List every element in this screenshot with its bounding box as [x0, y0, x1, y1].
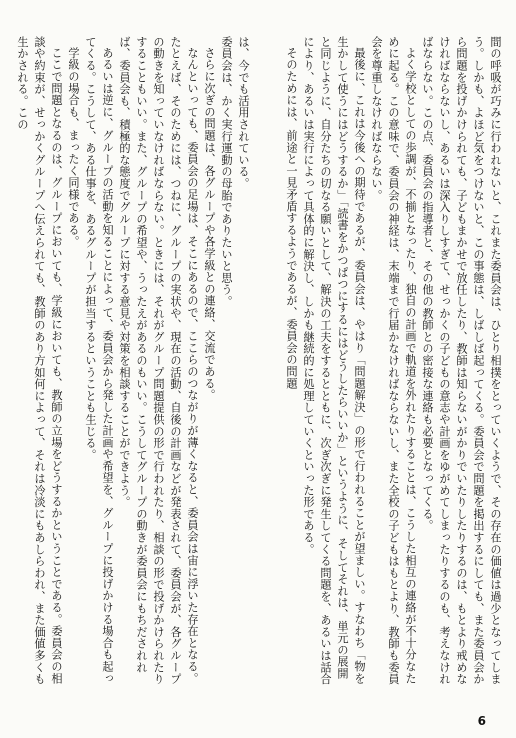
paragraph: そのためには、前途と一見矛盾するようであるが、委員会の問題: [285, 47, 298, 390]
left-text-block: [8, 36, 252, 688]
paragraph: 委員会は、かく実行運動の母胎でありたいと思う。: [220, 36, 233, 308]
paragraph: よく学校としての歩調が、不揃となったり、独自の計画で軌道を外れたりすることは、こうした相互の連絡が不十分なために起る。この意味で、委員会の神経は、末端まで行届かなければならないし、また全校の子どもはもとより、教師も委員会を尊重しなければならない。: [370, 36, 417, 685]
right-text-block: [266, 36, 504, 688]
paragraph: は、今でも活用されている。: [237, 36, 250, 190]
paragraph: あるいは逆に、グループの活動を知ることによって、委員会から発した計画や希望を、グループに投げかける場合も起ってくる。こうして、ある仕事を、あるグループが担当するということも生じる。: [84, 36, 114, 685]
paragraph: ここで問題となるのは、グループにおいても、学級においても、教師の立場をどうするかということである。委員会の相談や約束が、せっかくグループへ伝えられても、教師のあり方如何によって、それは冷淡にもあしらわれ、また価値多くも生かされる。この: [16, 36, 63, 685]
paragraph: 間の呼吸が巧みに行われないと、これまた委員会は、ひとり相撲をとっていくようで、その存在の価値は過少となってしまう。しかも、よほど気をつけないと、この事態は、しばしば起ってくる。委員会で問題を掲出するにしても、また委員会から問題を投げかけられても、子どもまかせで放任したり、教師は知らないがかりでいたりしたりするのは、もとより戒めなければならないし、あるいは深入りしすぎて、せっかくの子どもの意志や計画をゆがめてしまったりするのも、考えなければならない。この点、委員会の指導者と、その他の教師との密接な連絡も必要となってくる。: [421, 36, 502, 685]
paragraph: なんといっても、委員会の足場は、そこにあるので、ここらのつながりが薄くなると、委員会は宙に浮いた存在となる。たとえば、そのためには、つねに、グループの実状や、現在の活動、自後の計画などが発表されて、委員会が、各グループの動きを知っていなければならない。ときには、それがグループ問題提供の形で行われたり、相談の形で投げかけられたりすることもいい。また、グループの希望や、うったえがあるのもいい。こうしてグループの動きが委員会にもちだされれば、委員会も、積極的な態度でグループに対する意見や対策を相談することができよう。: [118, 36, 199, 685]
paragraph: さらに次ぎの問題は、各グループや各学級との連絡、交流である。: [203, 47, 216, 402]
page-number: 6: [477, 714, 486, 728]
paragraph: 最後に、これは今後への期待であるが、委員会は、やはり「問題解決」の形で行われることが望ましい。すなわち「物を生かして使うにはどうするか」「読書をかつぱつにするにはどうしたらいいか」というように、そしてそれは、単元の展開と同じように、自分たちの切なる願いとして、解決の工夫をするとともに、次ぎ次ぎに発生してくる問題を、あるいは話合により、あるいは実行によって具体的に解決し、しかも継続的に処理していくといった形である。: [302, 36, 366, 685]
paragraph: 学級の場合も、まったく同様である。: [67, 47, 80, 248]
